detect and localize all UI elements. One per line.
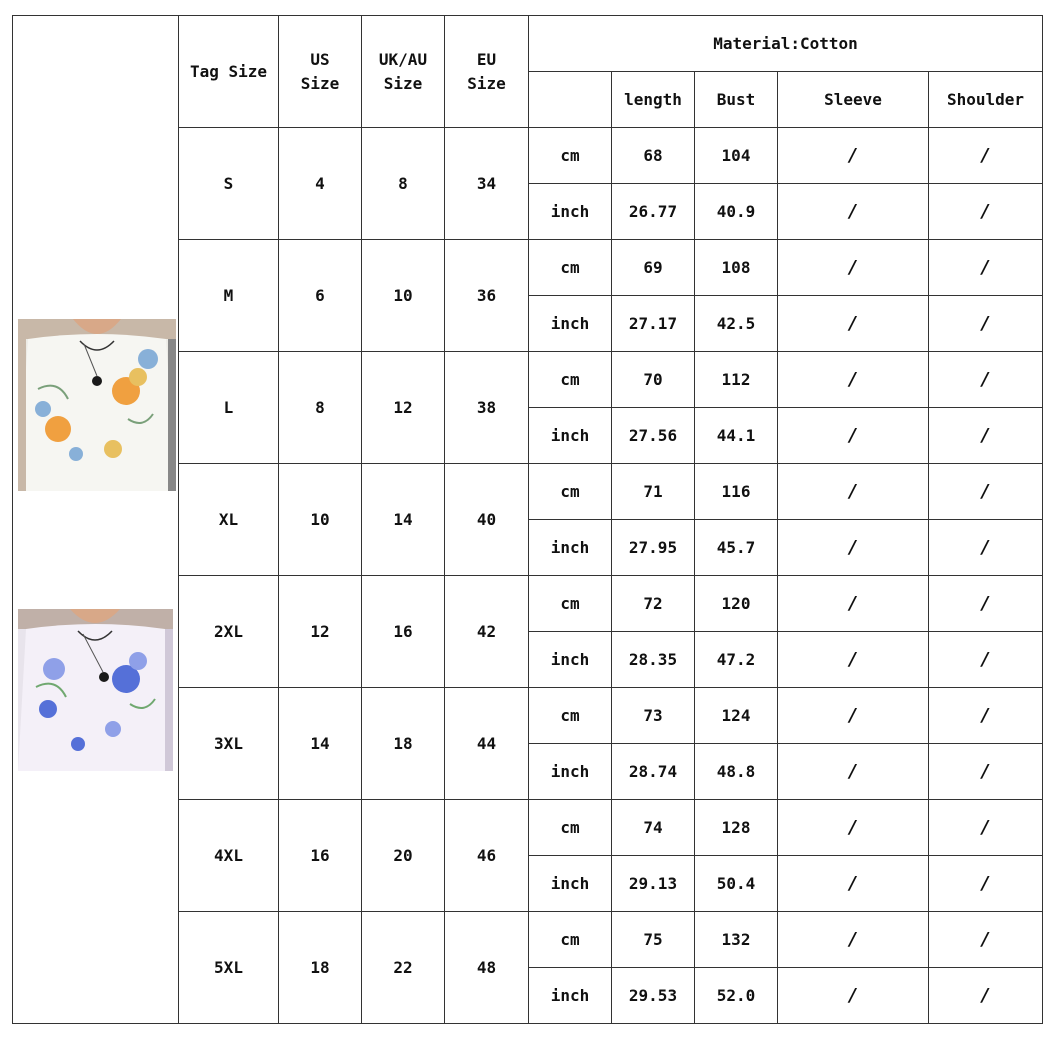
header-length: length [612, 72, 695, 128]
unit-cell: inch [529, 184, 612, 240]
length-cell: 68 [612, 128, 695, 184]
bust-cell: 40.9 [695, 184, 778, 240]
shoulder-cell: / [929, 240, 1043, 296]
us-size-cell: 12 [279, 576, 362, 688]
header-uk-size: UK/AU Size [362, 16, 445, 128]
bust-cell: 112 [695, 352, 778, 408]
tag-size-cell: 5XL [179, 912, 279, 1024]
us-size-cell: 4 [279, 128, 362, 240]
eu-size-cell: 42 [445, 576, 529, 688]
bust-cell: 128 [695, 800, 778, 856]
sleeve-cell: / [778, 296, 929, 352]
header-bust: Bust [695, 72, 778, 128]
shoulder-cell: / [929, 576, 1043, 632]
shoulder-cell: / [929, 632, 1043, 688]
shoulder-cell: / [929, 968, 1043, 1024]
bust-cell: 108 [695, 240, 778, 296]
sleeve-cell: / [778, 744, 929, 800]
bust-cell: 104 [695, 128, 778, 184]
shoulder-cell: / [929, 520, 1043, 576]
floral-blouse-orange-photo [18, 319, 176, 491]
sleeve-cell: / [778, 352, 929, 408]
header-unit-blank [529, 72, 612, 128]
shoulder-cell: / [929, 408, 1043, 464]
bust-cell: 42.5 [695, 296, 778, 352]
tag-size-cell: 4XL [179, 800, 279, 912]
length-cell: 75 [612, 912, 695, 968]
unit-cell: cm [529, 576, 612, 632]
eu-size-cell: 36 [445, 240, 529, 352]
unit-cell: inch [529, 744, 612, 800]
shoulder-cell: / [929, 128, 1043, 184]
length-cell: 27.95 [612, 520, 695, 576]
shoulder-cell: / [929, 296, 1043, 352]
unit-cell: inch [529, 520, 612, 576]
sleeve-cell: / [778, 576, 929, 632]
us-size-cell: 8 [279, 352, 362, 464]
header-tag-size: Tag Size [179, 16, 279, 128]
sleeve-cell: / [778, 800, 929, 856]
length-cell: 70 [612, 352, 695, 408]
unit-cell: inch [529, 296, 612, 352]
tag-size-cell: S [179, 128, 279, 240]
unit-cell: cm [529, 688, 612, 744]
bust-cell: 120 [695, 576, 778, 632]
unit-cell: cm [529, 912, 612, 968]
shoulder-cell: / [929, 184, 1043, 240]
shoulder-cell: / [929, 912, 1043, 968]
header-us-size: US Size [279, 16, 362, 128]
sleeve-cell: / [778, 184, 929, 240]
floral-blouse-blue-photo [18, 609, 173, 771]
unit-cell: inch [529, 632, 612, 688]
us-size-cell: 16 [279, 800, 362, 912]
length-cell: 72 [612, 576, 695, 632]
bust-cell: 124 [695, 688, 778, 744]
uk-size-cell: 22 [362, 912, 445, 1024]
bust-cell: 44.1 [695, 408, 778, 464]
bust-cell: 116 [695, 464, 778, 520]
eu-size-cell: 38 [445, 352, 529, 464]
unit-cell: cm [529, 240, 612, 296]
unit-cell: cm [529, 464, 612, 520]
uk-size-cell: 20 [362, 800, 445, 912]
sleeve-cell: / [778, 240, 929, 296]
bust-cell: 132 [695, 912, 778, 968]
length-cell: 71 [612, 464, 695, 520]
us-size-cell: 10 [279, 464, 362, 576]
tag-size-cell: M [179, 240, 279, 352]
shoulder-cell: / [929, 352, 1043, 408]
product-photo-column [13, 16, 179, 1024]
unit-cell: inch [529, 968, 612, 1024]
unit-cell: cm [529, 800, 612, 856]
us-size-cell: 14 [279, 688, 362, 800]
tag-size-cell: L [179, 352, 279, 464]
length-cell: 27.17 [612, 296, 695, 352]
unit-cell: cm [529, 128, 612, 184]
sleeve-cell: / [778, 856, 929, 912]
uk-size-cell: 18 [362, 688, 445, 800]
sleeve-cell: / [778, 968, 929, 1024]
eu-size-cell: 40 [445, 464, 529, 576]
sleeve-cell: / [778, 128, 929, 184]
sleeve-cell: / [778, 688, 929, 744]
tag-size-cell: XL [179, 464, 279, 576]
length-cell: 73 [612, 688, 695, 744]
length-cell: 29.13 [612, 856, 695, 912]
unit-cell: inch [529, 408, 612, 464]
bust-cell: 52.0 [695, 968, 778, 1024]
sleeve-cell: / [778, 408, 929, 464]
sleeve-cell: / [778, 464, 929, 520]
bust-cell: 48.8 [695, 744, 778, 800]
bust-cell: 47.2 [695, 632, 778, 688]
header-material: Material:Cotton [529, 16, 1043, 72]
us-size-cell: 18 [279, 912, 362, 1024]
shoulder-cell: / [929, 800, 1043, 856]
shoulder-cell: / [929, 744, 1043, 800]
length-cell: 27.56 [612, 408, 695, 464]
eu-size-cell: 34 [445, 128, 529, 240]
uk-size-cell: 14 [362, 464, 445, 576]
header-shoulder: Shoulder [929, 72, 1043, 128]
uk-size-cell: 16 [362, 576, 445, 688]
unit-cell: cm [529, 352, 612, 408]
length-cell: 69 [612, 240, 695, 296]
shoulder-cell: / [929, 464, 1043, 520]
shoulder-cell: / [929, 856, 1043, 912]
uk-size-cell: 8 [362, 128, 445, 240]
uk-size-cell: 12 [362, 352, 445, 464]
eu-size-cell: 48 [445, 912, 529, 1024]
us-size-cell: 6 [279, 240, 362, 352]
bust-cell: 50.4 [695, 856, 778, 912]
shoulder-cell: / [929, 688, 1043, 744]
bust-cell: 45.7 [695, 520, 778, 576]
size-chart-table [12, 15, 1042, 1031]
header-eu-size: EU Size [445, 16, 529, 128]
uk-size-cell: 10 [362, 240, 445, 352]
length-cell: 28.35 [612, 632, 695, 688]
eu-size-cell: 44 [445, 688, 529, 800]
length-cell: 74 [612, 800, 695, 856]
sleeve-cell: / [778, 520, 929, 576]
tag-size-cell: 2XL [179, 576, 279, 688]
length-cell: 29.53 [612, 968, 695, 1024]
eu-size-cell: 46 [445, 800, 529, 912]
length-cell: 28.74 [612, 744, 695, 800]
sleeve-cell: / [778, 912, 929, 968]
sleeve-cell: / [778, 632, 929, 688]
header-sleeve: Sleeve [778, 72, 929, 128]
tag-size-cell: 3XL [179, 688, 279, 800]
unit-cell: inch [529, 856, 612, 912]
length-cell: 26.77 [612, 184, 695, 240]
